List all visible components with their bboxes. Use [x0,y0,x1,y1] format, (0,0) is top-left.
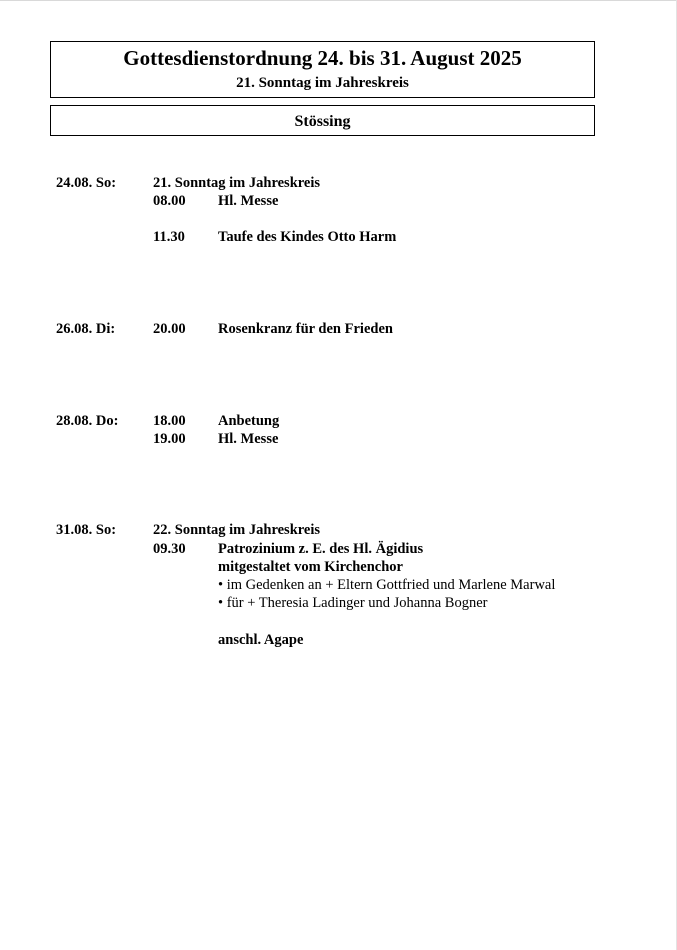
event-title: Taufe des Kindes Otto Harm [218,229,397,245]
event-note: mitgestaltet vom Kirchenchor [218,559,403,575]
event-title: Hl. Messe [218,193,279,209]
event-time: 08.00 [153,193,186,209]
event-after: anschl. Agape [218,632,304,648]
day-date: 28.08. Do: [56,413,119,429]
intention-item: • für + Theresia Ladinger und Johanna Bogner [218,595,488,611]
day-date: 26.08. Di: [56,321,116,337]
location-name: Stössing [294,113,351,130]
day-date: 24.08. So: [56,175,117,191]
event-title: Rosenkranz für den Frieden [218,321,393,337]
page-top-border [0,0,677,1]
page-title: Gottesdienstordnung 24. bis 31. August 2025 [123,46,522,70]
day-date: 31.08. So: [56,522,117,538]
intention-item: • im Gedenken an + Eltern Gottfried und Marlene Marwal [218,577,556,593]
day-occasion: 22. Sonntag im Jahreskreis [153,522,321,538]
header-box [50,41,595,98]
page-subtitle: 21. Sonntag im Jahreskreis [236,75,409,91]
event-time: 20.00 [153,321,186,337]
day-occasion: 21. Sonntag im Jahreskreis [153,175,321,191]
event-time: 09.30 [153,541,186,557]
event-time: 11.30 [153,229,185,245]
location-box [50,105,595,136]
event-title: Patrozinium z. E. des Hl. Ägidius [218,541,424,557]
event-title: Anbetung [218,413,280,429]
event-time: 18.00 [153,413,186,429]
event-time: 19.00 [153,431,186,447]
event-title: Hl. Messe [218,431,279,447]
